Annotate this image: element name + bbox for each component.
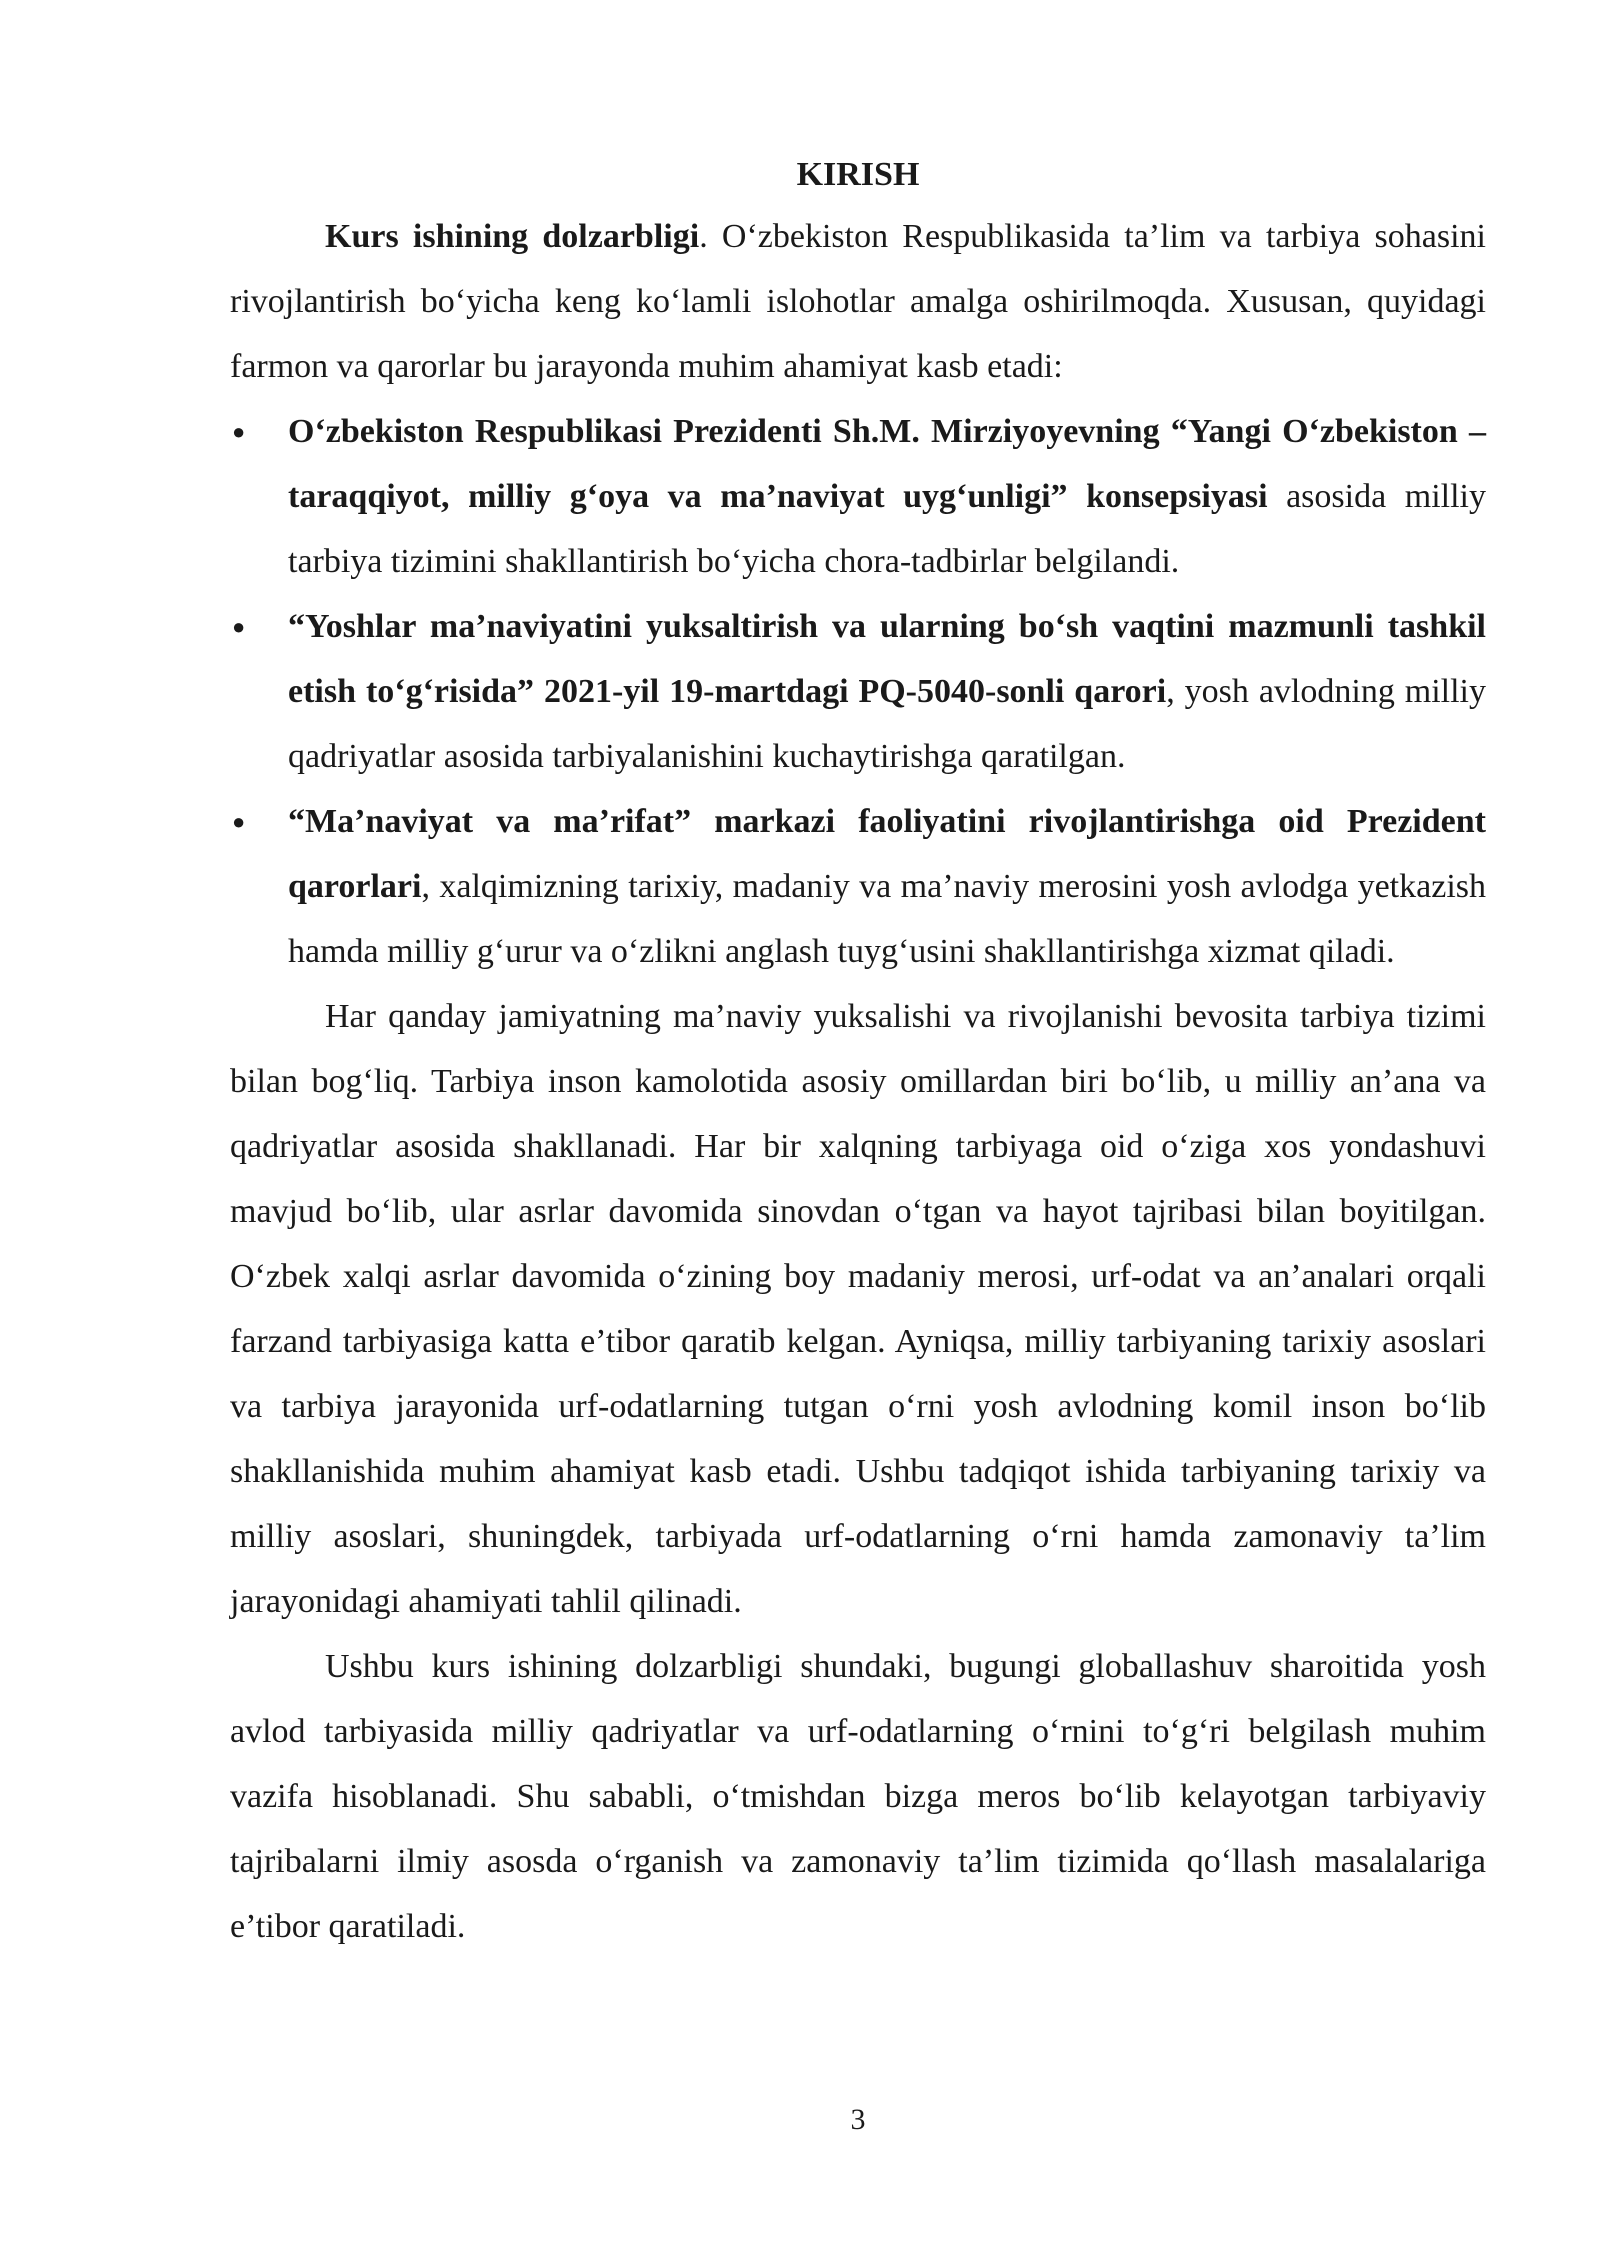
intro-lead: Kurs ishining dolzarbligi: [325, 218, 700, 255]
list-item: [230, 789, 1486, 984]
body-paragraph: Har qanday jamiyatning ma’naviy yuksalishi va rivojlanishi bevosita tarbiya tizimi bilan bog‘liq. Tarbiya inson kamolotida asosiy omillardan biri bo‘lib, u milliy an’ana va qadriyatlar asosida shakllanadi. Har bir xalqning tarbiyaga oid o‘ziga xos yondashuvi mavjud bo‘lib, ular asrlar davomida sinovdan o‘tgan va hayot tajribasi bilan boyitilgan. O‘zbek xalqi asrlar davomida o‘zining boy madaniy merosi, urf-odat va an’analari orqali farzand tarbiyasiga katta e’tibor qaratib kelgan. Ayniqsa, milliy tarbiyaning tarixiy asoslari va tarbiya jarayonida urf-odatlarning tutgan o‘rni yosh avlodning komil inson bo‘lib shakllanishida muhim ahamiyat kasb etadi. Ushbu tadqiqot ishida tarbiyaning tarixiy va milliy asoslari, shuningdek, tarbiyada urf-odatlarning o‘rni hamda zamonaviy ta’lim jarayonidagi ahamiyati tahlil qilinadi.: [230, 998, 1486, 1620]
page-title: KIRISH: [796, 156, 920, 193]
list-item-bold: “Yoshlar ma’naviyatini yuksaltirish va ularning bo‘sh vaqtini mazmunli tashkil etish to‘g‘risida” 2021-yil 19-martdagi PQ-5040-sonli qarori: [288, 608, 1486, 710]
intro-lead-punct: .: [699, 218, 708, 255]
list-item: [230, 594, 1486, 789]
list-item-text: , yosh avlodning milliy qadriyatlar asosida tarbiyalanishini kuchaytirishga qaratilgan.: [288, 673, 1486, 775]
list-item-text: asosida milliy tarbiya tizimini shakllantirish bo‘yicha chora-tadbirlar belgilandi.: [288, 478, 1486, 580]
intro-text: O‘zbekiston Respublikasida ta’lim va tarbiya sohasini rivojlantirish bo‘yicha keng ko‘lamli islohotlar amalga oshirilmoqda. Xususan, quyidagi farmon va qarorlar bu jarayonda muhim ahamiyat kasb etadi:: [230, 218, 1486, 385]
bullet-icon: ●: [232, 419, 246, 444]
page-number: 3: [850, 2103, 866, 2136]
list-item-bold: O‘zbekiston Respublikasi Prezidenti Sh.M. Mirziyoyevning “Yangi O‘zbekiston – taraqqiyot, milliy g‘oya va ma’naviyat uyg‘unligi” konsepsiyasi: [288, 413, 1486, 515]
intro-paragraph: [230, 204, 1486, 399]
list-item: [230, 399, 1486, 594]
decree-list: [230, 399, 1486, 984]
body-paragraph: Ushbu kurs ishining dolzarbligi shundaki, bugungi globallashuv sharoitida yosh avlod tarbiyasida milliy qadriyatlar va urf-odatlarning o‘rnini to‘g‘ri belgilash muhim vazifa hisoblanadi. Shu sababli, o‘tmishdan bizga meros bo‘lib kelayotgan tarbiyaviy tajribalarni ilmiy asosda o‘rganish va zamonaviy ta’lim tizimida qo‘llash masalalariga e’tibor qaratiladi.: [230, 1648, 1486, 1945]
bullet-icon: ●: [232, 614, 246, 639]
page-content: [230, 146, 1486, 1959]
bullet-icon: ●: [232, 809, 246, 834]
list-item-text: , xalqimizning tarixiy, madaniy va ma’naviy merosini yosh avlodga yetkazish hamda milliy g‘urur va o‘zlikni anglash tuyg‘usini shakllantirishga xizmat qiladi.: [288, 868, 1486, 970]
list-item-bold: “Ma’naviyat va ma’rifat” markazi faoliyatini rivojlantirishga oid Prezident qarorlari: [288, 803, 1486, 905]
